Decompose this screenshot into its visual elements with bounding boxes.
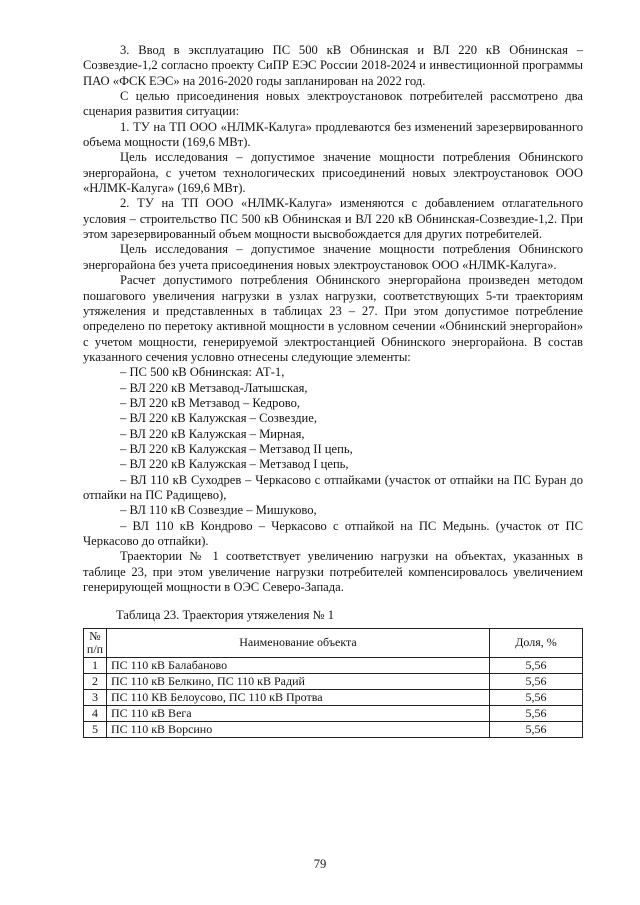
header-name: Наименование объекта <box>107 628 490 657</box>
table-row <box>84 689 583 705</box>
paragraph-scenario-2: 2. ТУ на ТП ООО «НЛМК-Калуга» изменяются с добавлением отлагательного условия – строительство ПС 500 кВ Обнинская и ВЛ 220 кВ Обнинская-Созвездие-1,2. При этом зарезервированный объем мощности высвобождается для других потребителей. <box>83 196 583 242</box>
table-row <box>84 673 583 689</box>
elements-list <box>83 365 583 549</box>
cell-num: 2 <box>84 673 107 689</box>
list-item: – ВЛ 220 кВ Метзавод – Кедрово, <box>120 395 301 410</box>
paragraph-goal-1: Цель исследования – допустимое значение мощности потребления Обнинского энергорайона, с учетом технологических присоединений новых электроустановок ООО «НЛМК-Калуга» (169,6 МВт). <box>83 150 583 196</box>
list-item: – ВЛ 110 кВ Созвездие – Мишуково, <box>120 503 317 518</box>
header-share: Доля, % <box>490 628 583 657</box>
cell-share: 5,56 <box>490 721 583 737</box>
cell-name: ПС 110 кВ Балабаново <box>107 657 490 673</box>
table-row <box>84 657 583 673</box>
paragraph-trajectory-1: Траектории № 1 соответствует увеличению нагрузки на объектах, указанных в таблице 23, при этом увеличение нагрузки потребителей компенсировалось увеличением генерирующей мощности в ОЭС Северо-Запада. <box>83 549 583 595</box>
cell-name: ПС 110 кВ Вега <box>107 705 490 721</box>
list-item: – ВЛ 110 кВ Кондрово – Черкасово с отпайкой на ПС Медынь. (участок от ПС Черкасово до отпайки). <box>83 518 583 548</box>
cell-num: 5 <box>84 721 107 737</box>
paragraph-scenarios-intro: С целью присоединения новых электроустановок потребителей рассмотрено два сценария развития ситуации: <box>83 89 583 119</box>
header-num: № п/п <box>84 628 107 657</box>
list-item: – ВЛ 220 кВ Калужская – Метзавод I цепь, <box>120 457 349 472</box>
list-item: – ВЛ 220 кВ Калужская – Созвездие, <box>120 411 317 426</box>
paragraph-scenario-1: 1. ТУ на ТП ООО «НЛМК-Калуга» продлеваются без изменений зарезервированного объема мощности (169,6 МВт). <box>83 119 583 150</box>
cell-share: 5,56 <box>490 705 583 721</box>
cell-num: 1 <box>84 657 107 673</box>
document-page <box>83 43 583 738</box>
table-row <box>84 721 583 737</box>
list-item: – ВЛ 220 кВ Калужская – Мирная, <box>120 426 305 441</box>
cell-share: 5,56 <box>490 673 583 689</box>
paragraph-calculation: Расчет допустимого потребления Обнинского энергорайона произведен методом пошагового увеличения нагрузки в узлах нагрузки, соответствующих 5-ти траекториям утяжеления и представленных в таблицах 23 – 27. При этом допустимое потребление определено по перетоку активной мощности в условном сечении «Обнинский энергорайон» с учетом мощности, генерируемой электростанцией Обнинского энергорайона. В состав указанного сечения условно отнесены следующие элементы: <box>83 273 583 364</box>
list-item: – ВЛ 220 кВ Метзавод-Латышская, <box>120 380 308 395</box>
page-number: 79 <box>313 857 327 871</box>
cell-name: ПС 110 кВ Белкино, ПС 110 кВ Радий <box>107 673 490 689</box>
list-item: – ПС 500 кВ Обнинская: АТ-1, <box>120 365 285 380</box>
cell-num: 4 <box>84 705 107 721</box>
cell-share: 5,56 <box>490 689 583 705</box>
list-item: – ВЛ 110 кВ Суходрев – Черкасово с отпайками (участок от отпайки на ПС Буран до отпайки на ПС Радищево), <box>83 472 583 502</box>
table-header-row <box>84 628 583 657</box>
cell-name: ПС 110 кВ Ворсино <box>107 721 490 737</box>
trajectory-table <box>83 628 583 738</box>
cell-num: 3 <box>84 689 107 705</box>
table-caption: Таблица 23. Траектория утяжеления № 1 <box>116 608 335 623</box>
cell-name: ПС 110 КВ Белоусово, ПС 110 кВ Протва <box>107 689 490 705</box>
table-row <box>84 705 583 721</box>
paragraph-goal-2: Цель исследования – допустимое значение мощности потребления Обнинского энергорайона без учета присоединения новых электроустановок ООО «НЛМК-Калуга». <box>83 242 583 272</box>
cell-share: 5,56 <box>490 657 583 673</box>
paragraph-commissioning: 3. Ввод в эксплуатацию ПС 500 кВ Обнинская и ВЛ 220 кВ Обнинская – Созвездие-1,2 согласно проекту СиПР ЕЭС России 2018-2024 и инвестиционной программы ПАО «ФСК ЕЭС» на 2016-2020 годы запланирован на 2022 год. <box>83 43 583 88</box>
list-item: – ВЛ 220 кВ Калужская – Метзавод II цепь, <box>120 441 353 456</box>
